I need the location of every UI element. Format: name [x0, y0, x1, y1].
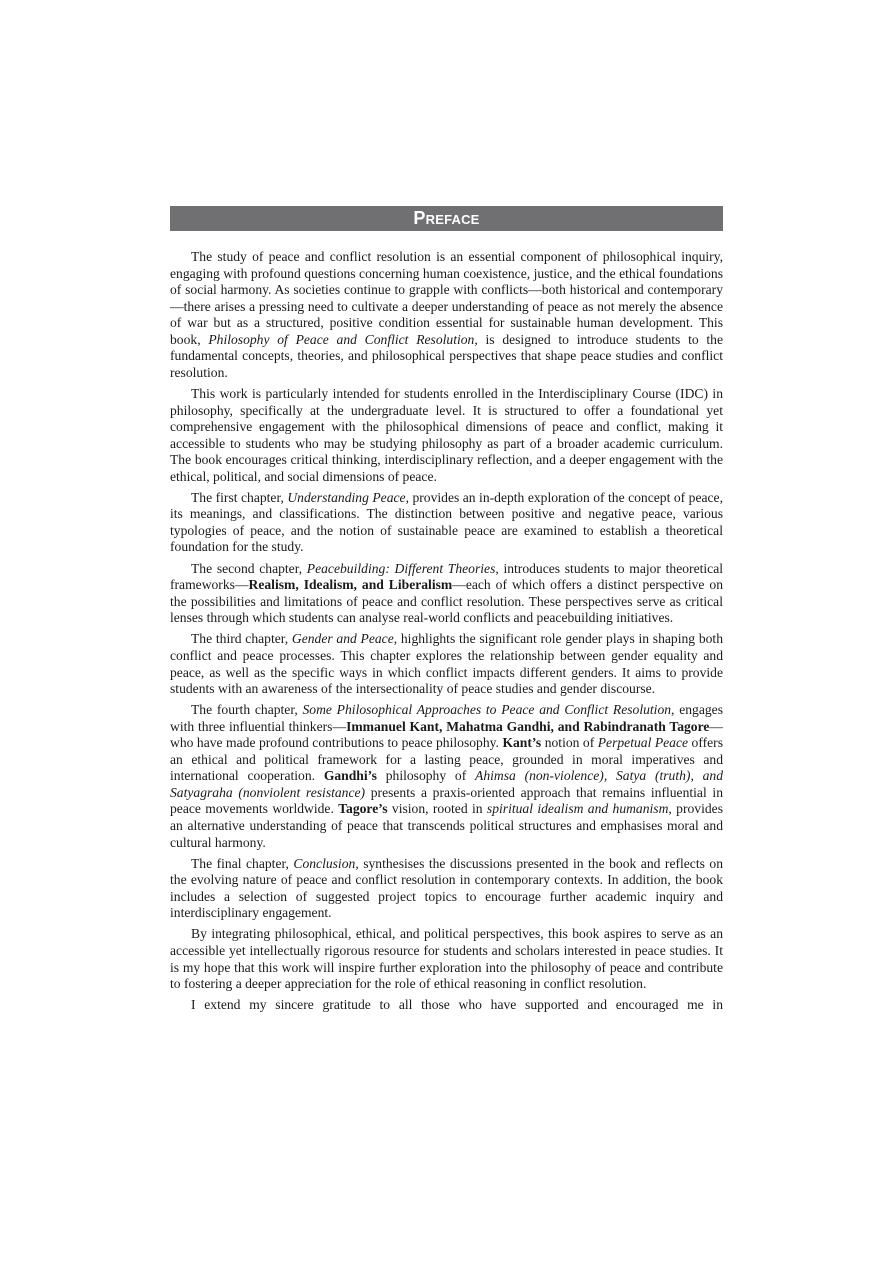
preface-heading: Preface: [170, 206, 723, 231]
preface-body: [170, 249, 723, 1014]
text-run: —who have made profound contributions to peace philosophy.: [170, 718, 723, 751]
preface-page: [170, 206, 723, 1018]
paragraph-gratitude: [170, 997, 723, 1014]
paragraph-chapter-one: [170, 490, 723, 556]
text-run: , provides an alternative understanding of peace that transcends political structures and emphasises moral and cultural harmony.: [170, 801, 723, 850]
text-run: , introduces students to major theoretical frameworks—: [170, 560, 723, 593]
italic-run: spiritual idealism and humanism: [486, 801, 669, 817]
bold-run: Gandhi’s: [323, 768, 377, 784]
italic-run: Understanding Peace: [287, 489, 406, 505]
text-run: The final chapter,: [191, 855, 294, 871]
text-run: , provides an in-depth exploration of the concept of peace, its meanings, and classifications. The distinction between positive and negative peace, various typologies of peace, and the notion of sustainable peace are examined to establish a theoretical foundation for the study.: [170, 489, 723, 555]
text-run: , highlights the significant role gender plays in shaping both conflict and peace processes. This chapter explores the relationship between gender equality and peace, as well as the specific ways in which conflict impacts different genders. It aims to provide students with an awareness of the intersectionality of peace studies and gender discourse.: [170, 631, 723, 697]
bold-run: Kant’s: [502, 735, 542, 751]
italic-run: Some Philosophical Approaches to Peace and Conflict Resolution: [302, 702, 672, 718]
text-run: presents a praxis-oriented approach that remains influential in peace movements worldwide.: [170, 784, 723, 817]
paragraph-chapter-four: [170, 702, 723, 851]
text-run: The fourth chapter,: [191, 702, 303, 718]
italic-run: Ahimsa (non-violence), Satya (truth), and Satyagraha (nonviolent resistance): [170, 768, 724, 800]
bold-run: Immanuel Kant, Mahatma Gandhi, and Rabindranath Tagore: [346, 718, 710, 734]
italic-run: Peacebuilding: Different Theories: [306, 560, 496, 576]
text-run: The study of peace and conflict resolution is an essential component of philosophical inquiry, engaging with profound questions concerning human coexistence, justice, and the ethical foundations of social harmony. As societies continue to grapple with conflicts—both historical and contemporary—there arises a pressing need to cultivate a deeper understanding of peace as not merely the absence of war but as a structured, positive condition essential for sustainable human development. This book,: [170, 249, 723, 347]
text-run: I extend my sincere gratitude to all those who have supported and encouraged me in: [191, 997, 723, 1013]
text-run: By integrating philosophical, ethical, and political perspectives, this book aspires to serve as an accessible yet intellectually rigorous resource for students and scholars interested in peace studies. It is my hope that this work will inspire further exploration into the philosophy of peace and contribute to fostering a deeper appreciation for the role of ethical reasoning in conflict resolution.: [170, 926, 723, 992]
italic-run: Perpetual Peace: [597, 735, 689, 751]
text-run: This work is particularly intended for students enrolled in the Interdisciplinary Course (IDC) in philosophy, specifically at the undergraduate level. It is structured to offer a foundational yet comprehensive engagement with the philosophical dimensions of peace and conflict, making it accessible to students who may be studying philosophy as part of a broader academic curriculum. The book encourages critical thinking, interdisciplinary reflection, and a deeper engagement with the ethical, political, and social dimensions of peace.: [170, 385, 723, 484]
paragraph-chapter-two: [170, 561, 723, 627]
text-run: vision, rooted in: [387, 801, 487, 817]
text-run: notion of: [541, 735, 598, 751]
paragraph-chapter-three: [170, 631, 723, 697]
text-run: The third chapter,: [191, 631, 292, 647]
paragraph-audience: [170, 386, 723, 485]
text-run: offers an ethical and political framework for a lasting peace, grounded in moral imperatives and international cooperation.: [170, 735, 723, 784]
text-run: , is designed to introduce students to the fundamental concepts, theories, and philosophical perspectives that shape peace studies and conflict resolution.: [170, 331, 724, 380]
paragraph-final-chapter: [170, 856, 723, 922]
paragraph-intro: [170, 249, 723, 381]
text-run: The first chapter,: [191, 489, 288, 505]
italic-run: Conclusion: [293, 855, 356, 871]
italic-run: Philosophy of Peace and Conflict Resolution: [208, 331, 475, 347]
text-run: —each of which offers a distinct perspective on the possibilities and limitations of peace and conflict resolution. These perspectives serve as critical lenses through which students can analyse real-world conflicts and peacebuilding initiatives.: [170, 577, 723, 626]
italic-run: Gender and Peace: [291, 631, 394, 647]
text-run: The second chapter,: [191, 560, 307, 576]
bold-run: Tagore’s: [338, 801, 388, 817]
text-run: , engages with three influential thinkers—: [170, 702, 723, 734]
bold-run: Realism, Idealism, and Liberalism: [248, 577, 453, 593]
paragraph-aspiration: [170, 926, 723, 992]
text-run: , synthesises the discussions presented in the book and reflects on the evolving nature of peace and conflict resolution in contemporary contexts. In addition, the book includes a selection of suggested project topics to encourage further academic inquiry and interdisciplinary engagement.: [170, 855, 723, 921]
text-run: philosophy of: [376, 768, 476, 784]
